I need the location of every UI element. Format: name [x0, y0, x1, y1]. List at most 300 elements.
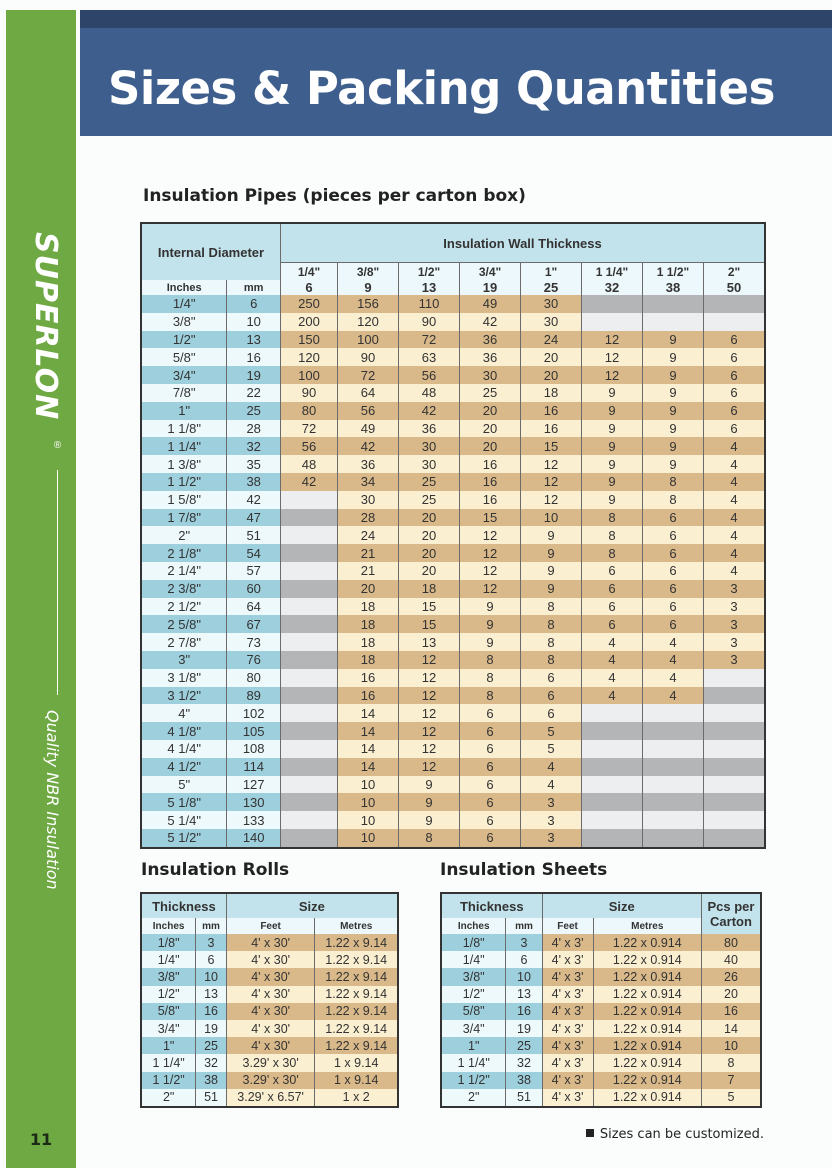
- row-feet: 4' x 3': [542, 951, 593, 968]
- quantity-cell: 14: [338, 722, 399, 740]
- row-inch: 5/8": [141, 1003, 196, 1020]
- quantity-cell: 36: [460, 331, 521, 349]
- row-feet: 4' x 3': [542, 1089, 593, 1107]
- quantity-cell: 18: [338, 651, 399, 669]
- row-mm: 19: [506, 1020, 542, 1037]
- row-feet: 4' x 3': [542, 1054, 593, 1071]
- quantity-cell: 9: [582, 491, 643, 509]
- table-row: [141, 526, 765, 544]
- row-mm: 10: [506, 968, 542, 985]
- sheets-metres-header: Metres: [593, 918, 701, 934]
- quantity-cell: 12: [399, 758, 460, 776]
- row-mm: 51: [506, 1089, 542, 1107]
- quantity-cell: 30: [399, 437, 460, 455]
- row-pcs: 80: [702, 934, 762, 951]
- row-inch: 5/8": [441, 1003, 506, 1020]
- quantity-cell: 16: [338, 669, 399, 687]
- quantity-cell: [582, 740, 643, 758]
- quantity-cell: 12: [399, 687, 460, 705]
- quantity-cell: 150: [281, 331, 338, 349]
- quantity-cell: 12: [460, 544, 521, 562]
- quantity-cell: [704, 793, 766, 811]
- quantity-cell: 9: [399, 793, 460, 811]
- quantity-cell: [643, 793, 704, 811]
- wall-col-inch: 3/4": [460, 263, 521, 281]
- quantity-cell: 200: [281, 313, 338, 331]
- row-metres: 1.22 x 0.914: [593, 951, 701, 968]
- quantity-cell: 8: [521, 598, 582, 616]
- row-mm: 19: [196, 1020, 227, 1037]
- row-pcs: 20: [702, 986, 762, 1003]
- quantity-cell: 6: [460, 740, 521, 758]
- row-mm: 32: [227, 437, 281, 455]
- row-inch: 4": [141, 704, 227, 722]
- quantity-cell: 4: [521, 758, 582, 776]
- quantity-cell: [281, 776, 338, 794]
- quantity-cell: 110: [399, 295, 460, 313]
- quantity-cell: 36: [399, 420, 460, 438]
- quantity-cell: 4: [704, 455, 766, 473]
- table-row: [141, 669, 765, 687]
- quantity-cell: 14: [338, 704, 399, 722]
- table-row: [141, 776, 765, 794]
- bullet-square-icon: [586, 1129, 594, 1137]
- quantity-cell: [704, 722, 766, 740]
- quantity-cell: 9: [643, 366, 704, 384]
- row-inch: 1": [141, 402, 227, 420]
- row-mm: 6: [506, 951, 542, 968]
- quantity-cell: 6: [582, 562, 643, 580]
- row-inch: 1/2": [441, 986, 506, 1003]
- quantity-cell: 9: [582, 473, 643, 491]
- quantity-cell: 20: [460, 402, 521, 420]
- row-metres: 1.22 x 0.914: [593, 1020, 701, 1037]
- table-row: [141, 1072, 398, 1089]
- row-metres: 1.22 x 0.914: [593, 1037, 701, 1054]
- table-row: [141, 1003, 398, 1020]
- row-metres: 1.22 x 9.14: [315, 968, 398, 985]
- quantity-cell: 100: [338, 331, 399, 349]
- quantity-cell: [704, 758, 766, 776]
- table-row: [141, 704, 765, 722]
- quantity-cell: 6: [704, 331, 766, 349]
- quantity-cell: 9: [582, 420, 643, 438]
- table-row: [441, 1054, 761, 1071]
- quantity-cell: 80: [281, 402, 338, 420]
- quantity-cell: [281, 580, 338, 598]
- row-inch: 1 1/2": [141, 473, 227, 491]
- row-feet: 4' x 30': [226, 934, 315, 951]
- quantity-cell: 4: [582, 669, 643, 687]
- quantity-cell: 6: [643, 615, 704, 633]
- row-metres: 1.22 x 9.14: [315, 1003, 398, 1020]
- row-inch: 1/8": [441, 934, 506, 951]
- row-mm: 140: [227, 829, 281, 848]
- quantity-cell: 100: [281, 366, 338, 384]
- rolls-thickness-header: Thickness: [141, 893, 226, 918]
- quantity-cell: 5: [521, 722, 582, 740]
- quantity-cell: 6: [643, 509, 704, 527]
- quantity-cell: 25: [460, 384, 521, 402]
- table-row: [141, 722, 765, 740]
- quantity-cell: 42: [399, 402, 460, 420]
- row-mm: 38: [227, 473, 281, 491]
- row-pcs: 7: [702, 1072, 762, 1089]
- quantity-cell: [281, 829, 338, 848]
- quantity-cell: 9: [643, 384, 704, 402]
- quantity-cell: [582, 313, 643, 331]
- quantity-cell: 12: [399, 722, 460, 740]
- quantity-cell: 8: [521, 651, 582, 669]
- quantity-cell: [704, 811, 766, 829]
- pipes-section-title: Insulation Pipes (pieces per carton box): [143, 186, 526, 206]
- quantity-cell: 4: [704, 491, 766, 509]
- quantity-cell: 16: [521, 402, 582, 420]
- row-metres: 1.22 x 0.914: [593, 968, 701, 985]
- row-mm: 57: [227, 562, 281, 580]
- row-inch: 1 1/4": [141, 1054, 196, 1071]
- row-mm: 60: [227, 580, 281, 598]
- quantity-cell: 90: [399, 313, 460, 331]
- quantity-cell: 12: [399, 669, 460, 687]
- table-row: [141, 402, 765, 420]
- row-metres: 1.22 x 0.914: [593, 1054, 701, 1071]
- row-mm: 16: [506, 1003, 542, 1020]
- quantity-cell: 6: [460, 829, 521, 848]
- brand-name: SUPERLON: [28, 232, 63, 421]
- quantity-cell: 4: [704, 562, 766, 580]
- quantity-cell: 34: [338, 473, 399, 491]
- quantity-cell: 4: [521, 776, 582, 794]
- quantity-cell: 30: [338, 491, 399, 509]
- row-mm: 102: [227, 704, 281, 722]
- quantity-cell: 10: [338, 793, 399, 811]
- quantity-cell: [281, 793, 338, 811]
- wall-col-inch: 1 1/2": [643, 263, 704, 281]
- row-metres: 1.22 x 0.914: [593, 934, 701, 951]
- quantity-cell: 12: [521, 455, 582, 473]
- row-inch: 7/8": [141, 384, 227, 402]
- quantity-cell: 4: [704, 509, 766, 527]
- quantity-cell: [582, 295, 643, 313]
- quantity-cell: 20: [521, 348, 582, 366]
- quantity-cell: 6: [460, 704, 521, 722]
- quantity-cell: 90: [338, 348, 399, 366]
- row-inch: 1/4": [141, 951, 196, 968]
- row-mm: 114: [227, 758, 281, 776]
- quantity-cell: 12: [460, 526, 521, 544]
- row-mm: 22: [227, 384, 281, 402]
- banner-top-strip: [80, 10, 832, 28]
- quantity-cell: 120: [338, 313, 399, 331]
- quantity-cell: [643, 295, 704, 313]
- row-metres: 1 x 2: [315, 1089, 398, 1107]
- quantity-cell: 6: [582, 615, 643, 633]
- row-inch: 5 1/8": [141, 793, 227, 811]
- mm-label: mm: [227, 280, 281, 295]
- row-inch: 3/8": [141, 313, 227, 331]
- row-mm: 38: [196, 1072, 227, 1089]
- quantity-cell: 30: [521, 313, 582, 331]
- row-mm: 3: [196, 934, 227, 951]
- quantity-cell: 48: [399, 384, 460, 402]
- quantity-cell: [704, 829, 766, 848]
- quantity-cell: 24: [521, 331, 582, 349]
- row-inch: 1": [441, 1037, 506, 1054]
- quantity-cell: 12: [399, 651, 460, 669]
- rolls-size-header: Size: [226, 893, 398, 918]
- row-inch: 1 5/8": [141, 491, 227, 509]
- quantity-cell: 15: [399, 615, 460, 633]
- quantity-cell: 4: [643, 669, 704, 687]
- quantity-cell: [643, 704, 704, 722]
- quantity-cell: 8: [521, 633, 582, 651]
- quantity-cell: 6: [704, 384, 766, 402]
- quantity-cell: 36: [460, 348, 521, 366]
- row-mm: 51: [227, 526, 281, 544]
- quantity-cell: 20: [521, 366, 582, 384]
- row-inch: 5 1/4": [141, 811, 227, 829]
- quantity-cell: 8: [582, 544, 643, 562]
- row-inch: 3/4": [141, 366, 227, 384]
- row-pcs: 8: [702, 1054, 762, 1071]
- table-row: [441, 1020, 761, 1037]
- quantity-cell: 9: [582, 455, 643, 473]
- rolls-inches-header: Inches: [141, 918, 196, 934]
- sheets-section-title: Insulation Sheets: [440, 860, 608, 880]
- wall-col-mm: 50: [704, 280, 766, 295]
- row-feet: 4' x 3': [542, 934, 593, 951]
- quantity-cell: 21: [338, 562, 399, 580]
- quantity-cell: 6: [521, 687, 582, 705]
- quantity-cell: 120: [281, 348, 338, 366]
- quantity-cell: 12: [582, 348, 643, 366]
- row-pcs: 5: [702, 1089, 762, 1107]
- quantity-cell: 3: [704, 580, 766, 598]
- table-row: [141, 811, 765, 829]
- wall-col-mm: 9: [338, 280, 399, 295]
- sheets-size-header: Size: [542, 893, 701, 918]
- quantity-cell: [281, 687, 338, 705]
- table-row: [141, 740, 765, 758]
- quantity-cell: 21: [338, 544, 399, 562]
- quantity-cell: [281, 811, 338, 829]
- row-mm: 108: [227, 740, 281, 758]
- row-metres: 1.22 x 0.914: [593, 1003, 701, 1020]
- quantity-cell: 6: [643, 598, 704, 616]
- row-mm: 133: [227, 811, 281, 829]
- quantity-cell: 20: [399, 562, 460, 580]
- row-metres: 1.22 x 0.914: [593, 1072, 701, 1089]
- wall-col-mm: 13: [399, 280, 460, 295]
- footnote-text: Sizes can be customized.: [599, 1127, 764, 1142]
- row-mm: 13: [506, 986, 542, 1003]
- quantity-cell: 18: [338, 598, 399, 616]
- quantity-cell: 49: [338, 420, 399, 438]
- wall-col-mm: 25: [521, 280, 582, 295]
- row-mm: 73: [227, 633, 281, 651]
- sheets-mm-header: mm: [506, 918, 542, 934]
- row-feet: 3.29' x 30': [226, 1072, 315, 1089]
- quantity-cell: 12: [460, 562, 521, 580]
- table-row: [141, 633, 765, 651]
- row-feet: 4' x 30': [226, 986, 315, 1003]
- quantity-cell: 56: [281, 437, 338, 455]
- row-inch: 3/4": [441, 1020, 506, 1037]
- quantity-cell: 9: [643, 331, 704, 349]
- row-inch: 1/8": [141, 934, 196, 951]
- wall-col-mm: 32: [582, 280, 643, 295]
- quantity-cell: 20: [460, 437, 521, 455]
- row-metres: 1.22 x 0.914: [593, 1089, 701, 1107]
- quantity-cell: 9: [582, 384, 643, 402]
- table-row: [141, 455, 765, 473]
- row-mm: 13: [227, 331, 281, 349]
- row-mm: 16: [227, 348, 281, 366]
- quantity-cell: 56: [338, 402, 399, 420]
- row-inch: 2": [141, 1089, 196, 1107]
- quantity-cell: 12: [521, 473, 582, 491]
- page-number: 11: [29, 1130, 53, 1149]
- row-mm: 67: [227, 615, 281, 633]
- table-row: [141, 473, 765, 491]
- quantity-cell: [582, 811, 643, 829]
- table-row: [141, 968, 398, 985]
- row-inch: 2 1/8": [141, 544, 227, 562]
- quantity-cell: 9: [582, 402, 643, 420]
- row-feet: 4' x 3': [542, 986, 593, 1003]
- quantity-cell: 20: [460, 420, 521, 438]
- wall-col-inch: 3/8": [338, 263, 399, 281]
- table-row: [141, 829, 765, 848]
- row-metres: 1.22 x 9.14: [315, 1020, 398, 1037]
- quantity-cell: 56: [399, 366, 460, 384]
- quantity-cell: [281, 562, 338, 580]
- table-row: [441, 986, 761, 1003]
- table-row: [441, 1072, 761, 1089]
- row-mm: 6: [196, 951, 227, 968]
- quantity-cell: 9: [399, 776, 460, 794]
- table-row: [141, 580, 765, 598]
- wall-col-mm: 38: [643, 280, 704, 295]
- quantity-cell: 9: [521, 544, 582, 562]
- quantity-cell: 24: [338, 526, 399, 544]
- wall-col-inch: 1/2": [399, 263, 460, 281]
- quantity-cell: 10: [338, 811, 399, 829]
- quantity-cell: 156: [338, 295, 399, 313]
- quantity-cell: 16: [338, 687, 399, 705]
- row-inch: 1 3/8": [141, 455, 227, 473]
- quantity-cell: 18: [399, 580, 460, 598]
- quantity-cell: 72: [338, 366, 399, 384]
- table-row: [141, 348, 765, 366]
- row-inch: 2 3/8": [141, 580, 227, 598]
- quantity-cell: [704, 776, 766, 794]
- quantity-cell: 30: [460, 366, 521, 384]
- row-pcs: 40: [702, 951, 762, 968]
- row-pcs: 16: [702, 1003, 762, 1020]
- quantity-cell: 12: [582, 366, 643, 384]
- table-row: [441, 1003, 761, 1020]
- row-mm: 13: [196, 986, 227, 1003]
- table-row: [141, 1089, 398, 1107]
- table-row: [141, 793, 765, 811]
- quantity-cell: 9: [643, 455, 704, 473]
- table-row: [141, 687, 765, 705]
- wall-col-mm: 19: [460, 280, 521, 295]
- quantity-cell: 8: [460, 651, 521, 669]
- row-inch: 3 1/2": [141, 687, 227, 705]
- sheets-feet-header: Feet: [542, 918, 593, 934]
- quantity-cell: 9: [643, 348, 704, 366]
- row-pcs: 10: [702, 1037, 762, 1054]
- quantity-cell: [281, 509, 338, 527]
- table-row: [141, 313, 765, 331]
- quantity-cell: [582, 704, 643, 722]
- title-banner: [80, 10, 832, 136]
- quantity-cell: 90: [281, 384, 338, 402]
- quantity-cell: 6: [460, 793, 521, 811]
- quantity-cell: 14: [338, 740, 399, 758]
- row-mm: 89: [227, 687, 281, 705]
- row-mm: 38: [506, 1072, 542, 1089]
- quantity-cell: 28: [338, 509, 399, 527]
- table-row: [141, 384, 765, 402]
- quantity-cell: 4: [704, 544, 766, 562]
- quantity-cell: 6: [582, 598, 643, 616]
- row-inch: 2 7/8": [141, 633, 227, 651]
- page-title: Sizes & Packing Quantities: [108, 62, 775, 115]
- quantity-cell: 6: [521, 704, 582, 722]
- row-inch: 4 1/8": [141, 722, 227, 740]
- table-row: [441, 934, 761, 951]
- quantity-cell: [704, 704, 766, 722]
- wall-col-inch: 1/4": [281, 263, 338, 281]
- row-mm: 25: [227, 402, 281, 420]
- row-inch: 3": [141, 651, 227, 669]
- quantity-cell: 20: [399, 544, 460, 562]
- sheets-inches-header: Inches: [441, 918, 506, 934]
- quantity-cell: 48: [281, 455, 338, 473]
- quantity-cell: 63: [399, 348, 460, 366]
- row-inch: 5/8": [141, 348, 227, 366]
- quantity-cell: 6: [521, 669, 582, 687]
- quantity-cell: 4: [643, 687, 704, 705]
- row-inch: 1/4": [441, 951, 506, 968]
- table-row: [141, 1020, 398, 1037]
- quantity-cell: [281, 615, 338, 633]
- quantity-cell: [281, 704, 338, 722]
- row-mm: 10: [196, 968, 227, 985]
- quantity-cell: 10: [338, 776, 399, 794]
- row-mm: 64: [227, 598, 281, 616]
- quantity-cell: [281, 740, 338, 758]
- quantity-cell: 8: [460, 669, 521, 687]
- quantity-cell: [582, 829, 643, 848]
- row-metres: 1.22 x 9.14: [315, 951, 398, 968]
- row-inch: 3/8": [141, 968, 196, 985]
- quantity-cell: 6: [643, 562, 704, 580]
- row-mm: 32: [506, 1054, 542, 1071]
- quantity-cell: 18: [338, 615, 399, 633]
- table-row: [141, 295, 765, 313]
- table-row: [441, 951, 761, 968]
- sheets-pcs-header: Pcs per Carton: [702, 893, 762, 934]
- table-row: [141, 420, 765, 438]
- quantity-cell: [281, 526, 338, 544]
- quantity-cell: [704, 669, 766, 687]
- table-row: [441, 968, 761, 985]
